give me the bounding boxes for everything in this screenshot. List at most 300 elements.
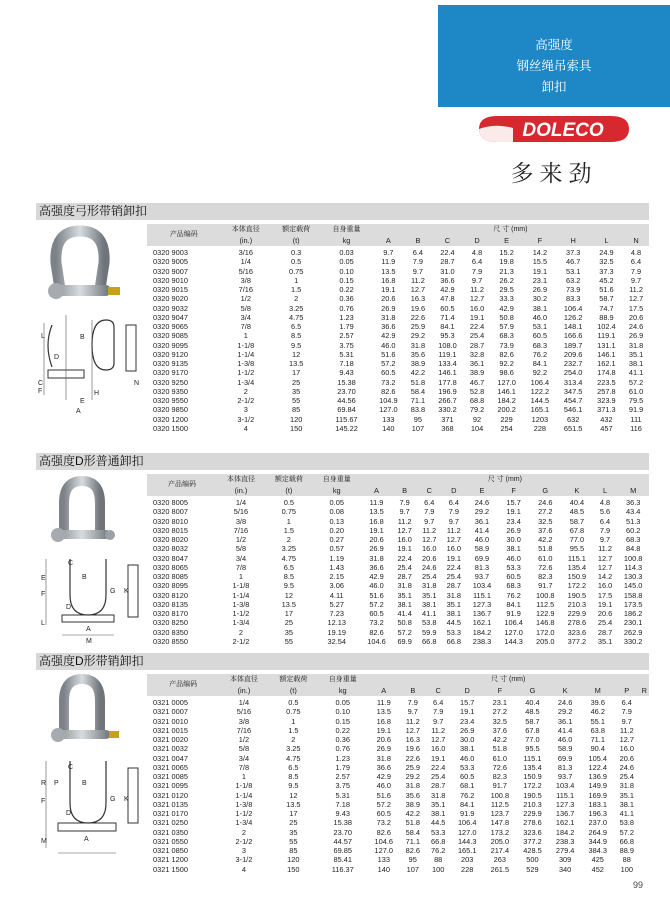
col-weight-unit: kg bbox=[313, 485, 361, 496]
table-cell: 68.3 bbox=[506, 581, 521, 591]
table-cell: 11.2 bbox=[629, 285, 643, 294]
table-cell: 9.5 bbox=[288, 781, 299, 791]
table-cell: 115.1 bbox=[567, 553, 586, 563]
table-cell: 107 bbox=[406, 864, 419, 874]
table-cell: 100.8 bbox=[623, 553, 643, 563]
table-cell: 31.8 bbox=[422, 581, 437, 591]
table-cell: 12.7 bbox=[422, 535, 437, 544]
table-cell: 19.6 bbox=[410, 303, 426, 313]
d-shackle-figure bbox=[36, 475, 146, 650]
table-cell: 35.1 bbox=[619, 790, 634, 800]
table-cell: 51.6 bbox=[599, 285, 614, 294]
table-cell: 59.9 bbox=[422, 627, 437, 637]
table-cell: 93.7 bbox=[474, 572, 490, 581]
table-cell: 41.1 bbox=[619, 809, 634, 818]
table-cell: 119.1 bbox=[597, 331, 616, 341]
col-dim-e: E bbox=[490, 235, 523, 246]
table-cell: 42.2 bbox=[492, 735, 508, 744]
table-cell: 12.7 bbox=[397, 525, 412, 535]
table-cell: 76.2 bbox=[430, 846, 446, 855]
table-cell: 19.1 bbox=[532, 266, 548, 276]
col-dim-d: D bbox=[442, 485, 467, 496]
product-code-cell: 0321 0850 bbox=[153, 846, 188, 855]
table-cell: 105.4 bbox=[588, 753, 607, 763]
table-cell: 41.4 bbox=[474, 525, 490, 535]
table-cell: 200.2 bbox=[497, 405, 516, 415]
table-cell: 17.5 bbox=[597, 590, 613, 600]
product-code-cell: 0321 0007 bbox=[153, 707, 188, 717]
fig-label-C: C bbox=[68, 764, 74, 771]
table-cell: 140 bbox=[382, 423, 395, 433]
product-code-cell: 0320 8135 bbox=[153, 599, 188, 609]
table-row bbox=[147, 772, 649, 781]
table-row bbox=[147, 696, 649, 707]
table-cell: 42.9 bbox=[499, 303, 514, 313]
table-cell: 11.2 bbox=[598, 544, 612, 554]
table-cell: 31.8 bbox=[381, 312, 396, 322]
header-tagline bbox=[438, 35, 670, 98]
table-cell: 205.0 bbox=[536, 636, 555, 646]
table-cell: 35.1 bbox=[597, 636, 613, 646]
table-cell: 209.6 bbox=[563, 349, 583, 359]
table-cell: 11.2 bbox=[619, 725, 634, 735]
table-cell: 133 bbox=[377, 855, 390, 865]
table-cell: 7.9 bbox=[471, 266, 483, 276]
table-cell: 81.3 bbox=[557, 762, 573, 772]
fig-label-E: E bbox=[41, 575, 46, 582]
table-cell: 323.6 bbox=[567, 627, 587, 637]
table-cell: 58.7 bbox=[569, 516, 585, 526]
table-cell: 36.1 bbox=[557, 716, 573, 726]
table-cell: 25.4 bbox=[422, 572, 437, 581]
product-code-cell: 0320 8015 bbox=[153, 525, 188, 535]
table-cell: 6.4 bbox=[448, 498, 459, 507]
table-cell: 119.1 bbox=[438, 349, 457, 359]
table-cell: 40.4 bbox=[569, 498, 585, 507]
table-cell: 88 bbox=[622, 855, 631, 865]
table-cell: 136.7 bbox=[472, 609, 492, 618]
table-cell: 172.0 bbox=[536, 627, 555, 637]
table-cell: 22.6 bbox=[410, 312, 426, 322]
table-cell: 52.8 bbox=[469, 386, 485, 396]
table-row bbox=[147, 341, 649, 350]
table-row bbox=[147, 735, 649, 744]
product-code-cell: 0320 9250 bbox=[153, 377, 188, 387]
table-cell: 9.5 bbox=[291, 340, 302, 350]
table-cell: 344.9 bbox=[588, 836, 607, 846]
table-cell: 48.5 bbox=[525, 707, 540, 717]
table-cell: 145.0 bbox=[623, 581, 643, 591]
table-cell: 106.4 bbox=[457, 818, 477, 828]
table-cell: 38.9 bbox=[469, 368, 485, 378]
table-cell: 4.8 bbox=[630, 248, 642, 257]
product-code-cell: 0320 8085 bbox=[153, 572, 188, 581]
col-product-code: 产品编码 bbox=[147, 474, 217, 496]
table-cell: 16.0 bbox=[597, 581, 613, 591]
table-cell: 4.8 bbox=[471, 248, 483, 257]
table-cell: 5.6 bbox=[599, 507, 611, 517]
table-cell: 4 bbox=[243, 423, 248, 433]
product-code-cell: 0321 0350 bbox=[153, 827, 188, 837]
table-cell: 31.0 bbox=[440, 266, 455, 276]
table-cell: 147.8 bbox=[490, 818, 510, 828]
table-cell: 371 bbox=[441, 414, 454, 424]
table-cell: 51.8 bbox=[492, 744, 508, 754]
fig-label-F: F bbox=[41, 798, 46, 805]
table-cell: 4.75 bbox=[281, 553, 297, 563]
table-cell: 150 bbox=[287, 864, 300, 874]
table-cell: 0.36 bbox=[335, 735, 350, 744]
table-cell: 58.9 bbox=[474, 544, 490, 554]
table-cell: 44.56 bbox=[337, 396, 356, 405]
table-cell: 15.2 bbox=[499, 248, 514, 257]
table-cell: 100 bbox=[432, 864, 445, 874]
table-cell: 116.37 bbox=[331, 864, 354, 874]
product-code-cell: 0320 9010 bbox=[153, 275, 188, 285]
table-cell: 529 bbox=[526, 864, 539, 874]
table-cell: 72.6 bbox=[538, 562, 553, 572]
table-cell: 150.9 bbox=[567, 572, 587, 581]
table-cell: 24.9 bbox=[599, 248, 614, 257]
table-cell: 1.5 bbox=[288, 725, 299, 735]
table-cell: 190.5 bbox=[523, 790, 542, 800]
col-body-diameter-unit: (in.) bbox=[219, 685, 268, 696]
table-cell: 100.8 bbox=[490, 790, 510, 800]
table-cell: 51.8 bbox=[405, 818, 420, 828]
table-cell: 31.8 bbox=[628, 340, 644, 350]
table-cell: 37.6 bbox=[492, 725, 508, 735]
table-cell: 7/16 bbox=[233, 525, 249, 535]
table-cell: 60.5 bbox=[532, 331, 548, 341]
table-cell: 7.9 bbox=[448, 507, 459, 517]
product-code-cell: 0321 0085 bbox=[153, 772, 188, 781]
col-rated-load: 额定载荷 bbox=[271, 224, 321, 235]
table-cell: 91.9 bbox=[460, 809, 475, 818]
table-row bbox=[147, 276, 649, 285]
table-cell: 1-3/4 bbox=[235, 818, 253, 828]
table-cell: 19.1 bbox=[369, 525, 384, 535]
tagline-line-3: 卸扣 bbox=[541, 80, 567, 94]
table-cell: 3.75 bbox=[339, 340, 354, 350]
spec-table-d-pin bbox=[147, 674, 649, 874]
table-row bbox=[147, 707, 649, 716]
table-cell: 51.8 bbox=[538, 544, 553, 554]
table-cell: 184.2 bbox=[555, 827, 575, 837]
table-cell: 36.1 bbox=[474, 516, 490, 526]
product-code-cell: 0320 9003 bbox=[153, 248, 188, 257]
col-rated-load: 额定载荷 bbox=[269, 674, 318, 685]
table-cell: 4.75 bbox=[288, 312, 304, 322]
table-cell: 1.23 bbox=[339, 312, 354, 322]
table-cell: 32.8 bbox=[469, 349, 485, 359]
table-cell: 0.75 bbox=[286, 707, 301, 717]
table-cell: 135.4 bbox=[523, 762, 542, 772]
table-cell: 35.6 bbox=[410, 349, 426, 359]
table-cell: 41.1 bbox=[628, 368, 644, 378]
table-row bbox=[147, 828, 649, 837]
table-cell: 42.9 bbox=[369, 572, 384, 581]
table-cell: 36.6 bbox=[369, 562, 384, 572]
table-cell: 0.3 bbox=[291, 248, 302, 257]
col-dim-f: F bbox=[523, 235, 556, 246]
fig-label-C: C bbox=[68, 560, 74, 567]
table-cell: 71.1 bbox=[410, 396, 426, 405]
table-cell: 3/4 bbox=[240, 312, 251, 322]
table-cell: 29.2 bbox=[410, 331, 426, 341]
fig-label-G: G bbox=[110, 796, 116, 803]
table-cell: 72.6 bbox=[492, 762, 508, 772]
table-cell: 66.8 bbox=[446, 636, 462, 646]
col-dim-m: M bbox=[617, 485, 649, 496]
table-cell: 230.1 bbox=[623, 618, 643, 628]
table-cell: 254 bbox=[500, 423, 513, 433]
section-title: 高强度D形普通卸扣 bbox=[36, 453, 649, 470]
table-cell: 457 bbox=[600, 423, 613, 433]
table-cell: 38.1 bbox=[422, 599, 437, 609]
bow-shackle-figure bbox=[36, 225, 146, 435]
table-cell: 11.2 bbox=[422, 525, 437, 535]
fig-label-L: L bbox=[41, 620, 45, 627]
table-cell: 122.2 bbox=[530, 386, 550, 396]
table-cell: 0.03 bbox=[339, 248, 354, 257]
table-cell: 32.5 bbox=[538, 516, 553, 526]
table-cell: 13.5 bbox=[286, 799, 301, 809]
table-cell: 9.43 bbox=[339, 368, 354, 378]
table-cell: 71.4 bbox=[440, 312, 455, 322]
table-cell: 1.5 bbox=[283, 525, 294, 535]
table-row bbox=[147, 818, 649, 827]
table-cell: 16.0 bbox=[397, 535, 412, 544]
table-cell: 228 bbox=[461, 864, 474, 874]
table-cell: 103.4 bbox=[472, 581, 492, 591]
table-cell: 32.5 bbox=[599, 257, 614, 267]
table-cell: 79.5 bbox=[628, 396, 644, 405]
product-code-cell: 0320 9120 bbox=[153, 349, 188, 359]
table-cell: 82.6 bbox=[405, 846, 420, 855]
table-cell: 8.5 bbox=[288, 772, 299, 781]
product-code-cell: 0320 9015 bbox=[153, 285, 188, 294]
table-cell: 377.2 bbox=[523, 836, 542, 846]
table-cell: 57.2 bbox=[397, 627, 412, 637]
table-cell: 1/2 bbox=[238, 735, 250, 744]
table-cell: 7.18 bbox=[335, 799, 350, 809]
table-row bbox=[147, 609, 649, 618]
table-cell: 25.4 bbox=[597, 618, 613, 628]
table-cell: 210.3 bbox=[523, 799, 542, 809]
product-code-cell: 0320 8095 bbox=[153, 581, 188, 591]
table-cell: 35 bbox=[284, 627, 293, 637]
col-rated-load: 额定载荷 bbox=[265, 474, 313, 485]
col-dim-b: B bbox=[392, 485, 417, 496]
logo-text: DOLECO bbox=[522, 120, 604, 141]
table-cell: 60.5 bbox=[369, 609, 384, 618]
table-cell: 6.5 bbox=[291, 322, 302, 331]
table-cell: 122.9 bbox=[536, 609, 555, 618]
table-cell: 347.5 bbox=[563, 386, 583, 396]
product-code-cell: 0320 9032 bbox=[153, 303, 188, 313]
table-cell: 1/2 bbox=[235, 535, 247, 544]
product-code-cell: 0320 9170 bbox=[153, 368, 188, 378]
table-cell: 262.9 bbox=[623, 627, 643, 637]
table-cell: 95 bbox=[413, 414, 423, 424]
table-cell: 266.7 bbox=[438, 396, 457, 405]
fig-label-B: B bbox=[82, 780, 87, 787]
table-cell: 2-1/2 bbox=[232, 636, 250, 646]
col-dim-g: G bbox=[516, 685, 549, 696]
product-code-cell: 0320 9550 bbox=[153, 396, 188, 405]
table-cell: 50.8 bbox=[397, 618, 412, 628]
table-cell: 172.2 bbox=[567, 581, 587, 591]
table-cell: 26.2 bbox=[499, 275, 514, 285]
table-cell: 82.6 bbox=[499, 349, 514, 359]
table-cell: 19.1 bbox=[381, 285, 396, 294]
table-cell: 126.2 bbox=[563, 312, 583, 322]
col-dimensions-group: 尺 寸 (mm) bbox=[361, 474, 649, 485]
table-cell: 88.9 bbox=[619, 846, 634, 855]
product-code-cell: 0320 8047 bbox=[153, 553, 188, 563]
table-cell: 131.1 bbox=[597, 340, 616, 350]
table-cell: 19.19 bbox=[327, 627, 346, 637]
table-row bbox=[147, 387, 649, 396]
table-cell: 51.6 bbox=[369, 590, 384, 600]
tagline-line-1: 高强度 bbox=[535, 38, 573, 52]
table-cell: 11.2 bbox=[446, 525, 461, 535]
table-cell: 425 bbox=[591, 855, 604, 865]
table-cell: 12.7 bbox=[619, 735, 634, 744]
table-cell: 127.0 bbox=[374, 846, 394, 855]
table-cell: 69.9 bbox=[557, 753, 573, 763]
table-cell: 1.23 bbox=[335, 753, 350, 763]
table-cell: 82.6 bbox=[369, 627, 384, 637]
table-cell: 0.15 bbox=[339, 275, 354, 285]
table-cell: 19.1 bbox=[469, 312, 485, 322]
table-cell: 546.1 bbox=[563, 405, 583, 415]
table-cell: 120 bbox=[287, 855, 300, 865]
table-cell: 261.5 bbox=[490, 864, 510, 874]
table-cell: 12.7 bbox=[597, 562, 613, 572]
fig-label-M: M bbox=[41, 838, 47, 845]
table-cell: 238.3 bbox=[555, 836, 575, 846]
table-cell: 48.5 bbox=[569, 507, 585, 517]
table-row bbox=[147, 246, 649, 257]
product-code-cell: 0320 8007 bbox=[153, 507, 188, 517]
table-cell: 63.2 bbox=[565, 275, 581, 285]
table-cell: 73.9 bbox=[565, 285, 581, 294]
table-cell: 81.3 bbox=[474, 562, 490, 572]
table-cell: 6.4 bbox=[599, 516, 611, 526]
table-cell: 73.2 bbox=[376, 818, 391, 828]
table-cell: 149.9 bbox=[588, 781, 607, 791]
product-code-cell: 0320 8170 bbox=[153, 609, 188, 618]
fig-label-H: H bbox=[94, 390, 100, 397]
table-cell: 25 bbox=[289, 818, 298, 828]
table-cell: 85 bbox=[289, 846, 298, 855]
product-code-cell: 0320 9047 bbox=[153, 312, 188, 322]
table-cell: 20.6 bbox=[619, 753, 634, 763]
table-cell: 38.1 bbox=[446, 609, 462, 618]
table-cell: 53.1 bbox=[532, 322, 548, 331]
table-cell: 25.9 bbox=[405, 762, 420, 772]
table-cell: 9.7 bbox=[399, 507, 410, 517]
table-cell: 57.2 bbox=[369, 599, 384, 609]
table-cell: 7/16 bbox=[236, 725, 252, 735]
table-cell: 84.8 bbox=[625, 544, 641, 554]
table-cell: 452 bbox=[591, 864, 604, 874]
table-cell: 92 bbox=[472, 414, 482, 424]
table-cell: 5/16 bbox=[236, 707, 252, 717]
table-cell: 82.6 bbox=[381, 386, 396, 396]
table-cell: 238.3 bbox=[472, 636, 492, 646]
product-code-cell: 0320 8550 bbox=[153, 636, 188, 646]
table-row bbox=[147, 572, 649, 581]
table-cell: 1/4 bbox=[235, 498, 247, 507]
table-cell: 5.31 bbox=[335, 790, 350, 800]
table-cell: 166.6 bbox=[563, 331, 583, 341]
table-cell: 25.4 bbox=[446, 572, 462, 581]
table-cell: 184.2 bbox=[472, 627, 492, 637]
table-cell: 229 bbox=[500, 414, 513, 424]
table-cell: 55.1 bbox=[590, 716, 605, 726]
table-cell: 25 bbox=[292, 377, 301, 387]
table-row bbox=[147, 600, 649, 609]
table-cell: 5.27 bbox=[329, 599, 344, 609]
table-cell: 340 bbox=[558, 864, 572, 874]
table-cell: 13.5 bbox=[281, 599, 297, 609]
table-cell: 3.75 bbox=[335, 781, 350, 791]
product-code-cell: 0321 0015 bbox=[153, 725, 188, 735]
table-cell: 1-3/8 bbox=[235, 799, 253, 809]
table-cell: 38.1 bbox=[460, 744, 475, 754]
table-cell: 148.1 bbox=[563, 322, 583, 331]
product-code-cell: 0320 9095 bbox=[153, 340, 188, 350]
table-cell: 7/8 bbox=[238, 762, 250, 772]
table-cell: 150.9 bbox=[523, 772, 542, 781]
col-body-diameter: 本体直径 bbox=[221, 224, 271, 235]
table-cell: 7.18 bbox=[339, 359, 354, 368]
table-cell: 0.22 bbox=[339, 285, 354, 294]
tagline-line-2: 钢丝绳吊索具 bbox=[516, 59, 592, 73]
table-cell: 14.2 bbox=[597, 572, 613, 581]
product-code-cell: 0321 0020 bbox=[153, 735, 188, 744]
table-cell: 15.38 bbox=[333, 818, 352, 828]
table-cell: 82.6 bbox=[376, 827, 391, 837]
table-row bbox=[147, 618, 649, 627]
table-row bbox=[147, 424, 649, 433]
table-cell: 36.3 bbox=[625, 498, 641, 507]
table-cell: 22.4 bbox=[469, 322, 485, 331]
table-cell: 60.5 bbox=[381, 368, 396, 378]
table-cell: 35.1 bbox=[446, 599, 462, 609]
table-cell: 26.9 bbox=[376, 744, 391, 754]
table-cell: 158.8 bbox=[623, 590, 643, 600]
col-dimensions-group: 尺 寸 (mm) bbox=[367, 674, 649, 685]
table-cell: 57.9 bbox=[499, 322, 514, 331]
table-cell: 11.9 bbox=[369, 498, 384, 507]
table-cell: 9.7 bbox=[621, 716, 632, 726]
table-cell: 133 bbox=[382, 414, 395, 424]
table-cell: 19.1 bbox=[430, 753, 446, 763]
table-cell: 42.2 bbox=[405, 809, 420, 818]
table-cell: 7/8 bbox=[240, 322, 251, 331]
table-cell: 1-3/8 bbox=[232, 599, 250, 609]
product-code-cell: 0321 0095 bbox=[153, 781, 188, 791]
table-cell: 20.6 bbox=[369, 535, 384, 544]
page-number: 99 bbox=[633, 880, 644, 890]
product-code-cell: 0320 8020 bbox=[153, 535, 188, 544]
col-weight: 自身重量 bbox=[313, 474, 361, 485]
table-cell: 7/16 bbox=[238, 285, 253, 294]
table-cell: 55 bbox=[284, 636, 293, 646]
